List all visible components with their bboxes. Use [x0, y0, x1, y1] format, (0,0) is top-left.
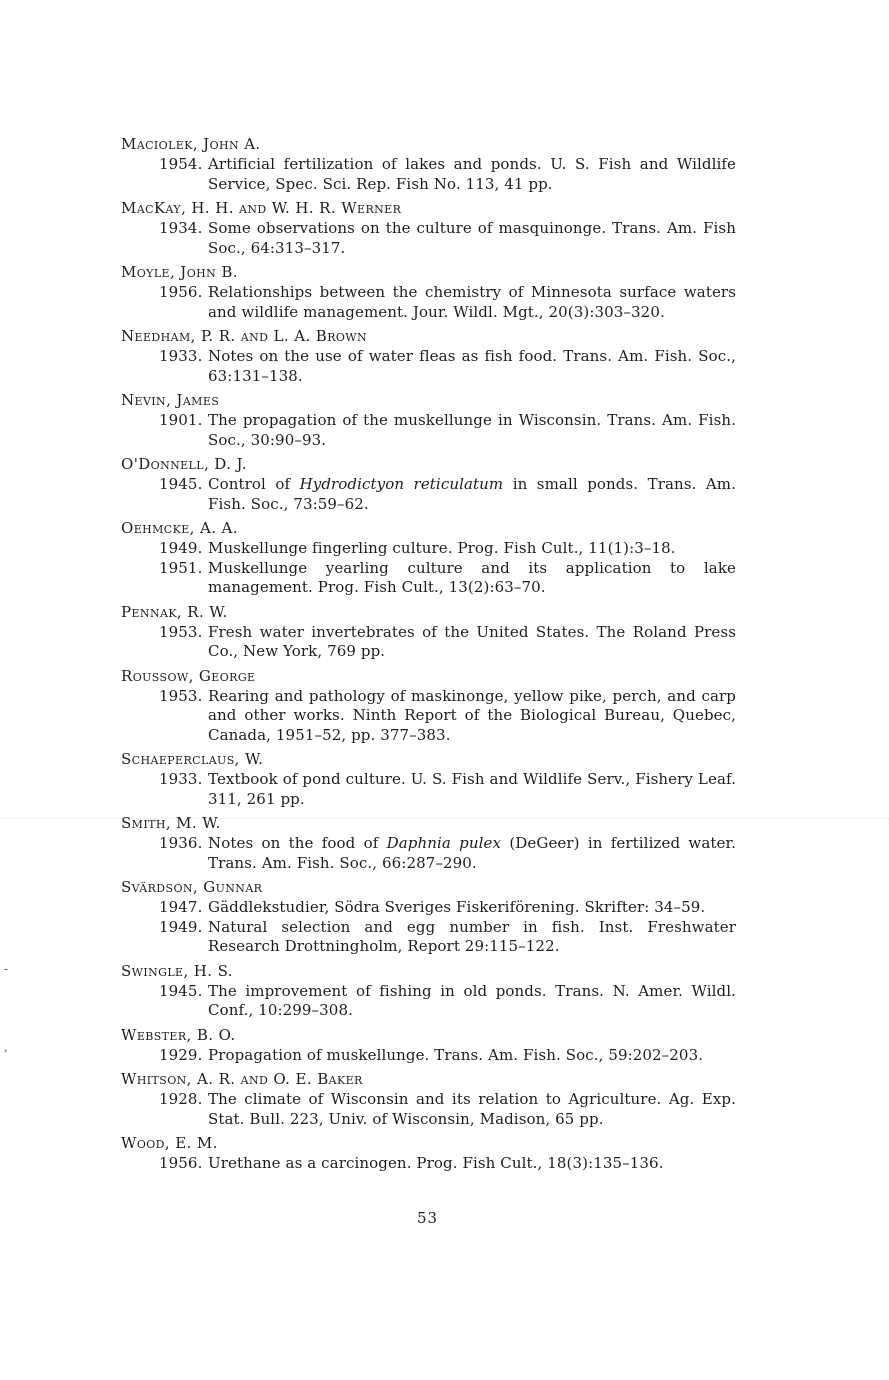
reference-entry — [121, 749, 736, 809]
reference-citation — [121, 834, 736, 873]
reference-citation — [121, 539, 736, 559]
citation-text: in small ponds. Trans. Am. Fish. Soc., 73:59–62. — [208, 475, 736, 513]
reference-citation — [121, 283, 736, 322]
reference-entry — [121, 134, 736, 194]
citation-year: 1953. — [159, 622, 203, 641]
reference-entry — [121, 813, 736, 873]
citation-year: 1956. — [159, 283, 203, 301]
reference-entry — [121, 961, 736, 1021]
reference-author: MacKay, H. H. and W. H. R. Werner — [121, 199, 402, 217]
reference-entry — [121, 326, 736, 386]
citation-year: 1945. — [159, 475, 203, 493]
reference-entry — [121, 1069, 736, 1129]
reference-entry — [121, 877, 736, 957]
citation-year: 1945. — [159, 981, 203, 1000]
reference-entry — [121, 518, 736, 598]
citation-year: 1901. — [159, 411, 203, 429]
citation-year: 1956. — [159, 1154, 203, 1172]
citation-text: Propagation of muskellunge. Trans. Am. Fish. Soc., 59:202–203. — [208, 1045, 704, 1064]
citation-text: Fresh water invertebrates of the United States. The Roland Press Co., New York, 769 pp. — [208, 622, 736, 660]
page-number: 53 — [416, 1209, 439, 1227]
reference-author: Whitson, A. R. and O. E. Baker — [121, 1070, 363, 1088]
citation-year: 1951. — [159, 558, 203, 577]
citation-text: The improvement of fishing in old ponds. Trans. N. Amer. Wildl. Conf., 10:299–308. — [208, 981, 736, 1019]
citation-text: Muskellunge yearling culture and its application to lake management. Prog. Fish Cult., 13(2):63–70. — [208, 558, 736, 596]
margin-comma: , — [4, 1040, 8, 1054]
reference-author: Swingle, H. S. — [121, 961, 233, 980]
reference-entry — [121, 262, 736, 322]
citation-text: Urethane as a carcinogen. Prog. Fish Cult., 18(3):135–136. — [208, 1154, 664, 1172]
citation-year: 1934. — [159, 219, 203, 237]
citation-text: Notes on the food of — [208, 834, 387, 852]
reference-author: Moyle, John B. — [121, 263, 238, 281]
citation-year: 1929. — [159, 1045, 203, 1064]
margin-dash: - — [4, 962, 9, 976]
citation-text: Artificial fertilization of lakes and ponds. U. S. Fish and Wildlife Service, Spec. Sci. Rep. Fish No. 113, 41 pp. — [208, 155, 736, 193]
reference-entry — [121, 1133, 736, 1174]
citation-year: 1949. — [159, 539, 203, 557]
reference-author: Pennak, R. W. — [121, 602, 228, 621]
citation-text: Natural selection and egg number in fish. Inst. Freshwater Research Drottningholm, Report 29:115–122. — [208, 917, 736, 955]
citation-text: The propagation of the muskellunge in Wisconsin. Trans. Am. Fish. Soc., 30:90–93. — [208, 411, 736, 449]
citation-text: The climate of Wisconsin and its relation to Agriculture. Ag. Exp. Stat. Bull. 223, Univ. of Wisconsin, Madison, 65 pp. — [208, 1090, 736, 1128]
reference-citation — [121, 219, 736, 258]
reference-entry — [121, 602, 736, 662]
reference-entry — [121, 390, 736, 450]
reference-author: Schaeperclaus, W. — [121, 750, 264, 768]
reference-citation — [121, 982, 736, 1021]
citation-year: 1949. — [159, 917, 203, 936]
reference-entry — [121, 454, 736, 514]
citation-year: 1933. — [159, 770, 203, 788]
citation-text: Gäddlekstudier, Södra Sveriges Fiskeriförening. Skrifter: 34–59. — [208, 898, 706, 916]
reference-citation — [121, 898, 736, 918]
reference-list — [121, 134, 736, 1178]
reference-citation — [121, 918, 736, 957]
reference-citation — [121, 411, 736, 450]
reference-citation — [121, 559, 736, 598]
reference-author: O'Donnell, D. J. — [121, 455, 247, 473]
citation-text: Some observations on the culture of masquinonge. Trans. Am. Fish Soc., 64:313–317. — [208, 219, 736, 257]
reference-citation — [121, 687, 736, 746]
reference-citation — [121, 770, 736, 809]
reference-entry — [121, 666, 736, 746]
citation-text: Relationships between the chemistry of Minnesota surface waters and wildlife management. Jour. Wildl. Mgt., 20(3):303–320. — [208, 283, 736, 321]
citation-text: Rearing and pathology of maskinonge, yellow pike, perch, and carp and other works. Ninth Report of the Biological Bureau, Quebec, Canada, 1951–52, pp. 377–383. — [208, 686, 736, 744]
reference-author: Roussow, George — [121, 666, 256, 685]
reference-citation — [121, 475, 736, 514]
reference-author: Webster, B. O. — [121, 1025, 236, 1044]
citation-year: 1947. — [159, 898, 203, 916]
citation-year: 1954. — [159, 155, 203, 173]
reference-author: Needham, P. R. and L. A. Brown — [121, 327, 368, 345]
citation-text: Notes on the use of water fleas as fish food. Trans. Am. Fish. Soc., 63:131–138. — [208, 347, 736, 385]
citation-year: 1936. — [159, 834, 203, 852]
citation-year: 1953. — [159, 686, 203, 705]
reference-author: Smith, M. W. — [121, 814, 221, 832]
species-name: Daphnia pulex — [386, 834, 502, 852]
citation-text: Muskellunge fingerling culture. Prog. Fish Cult., 11(1):3–18. — [208, 539, 676, 557]
citation-year: 1933. — [159, 347, 203, 365]
reference-citation — [121, 1046, 736, 1066]
reference-entry — [121, 198, 736, 258]
reference-author: Nevin, James — [121, 391, 220, 409]
reference-citation — [121, 1154, 736, 1174]
citation-text: (DeGeer) in fertilized water. Trans. Am. Fish. Soc., 66:287–290. — [208, 834, 736, 872]
reference-citation — [121, 347, 736, 386]
reference-citation — [121, 1090, 736, 1129]
species-name: Hydrodictyon reticulatum — [299, 475, 504, 493]
reference-author: Svärdson, Gunnar — [121, 878, 263, 896]
reference-author: Oehmcke, A. A. — [121, 519, 238, 537]
citation-text: Textbook of pond culture. U. S. Fish and Wildlife Serv., Fishery Leaf. 311, 261 pp. — [208, 770, 736, 808]
reference-entry — [121, 1025, 736, 1066]
reference-citation — [121, 155, 736, 194]
reference-author: Wood, E. M. — [121, 1134, 218, 1152]
citation-year: 1928. — [159, 1090, 203, 1108]
reference-citation — [121, 623, 736, 662]
citation-text: Control of — [208, 475, 300, 493]
reference-author: Maciolek, John A. — [121, 135, 261, 153]
